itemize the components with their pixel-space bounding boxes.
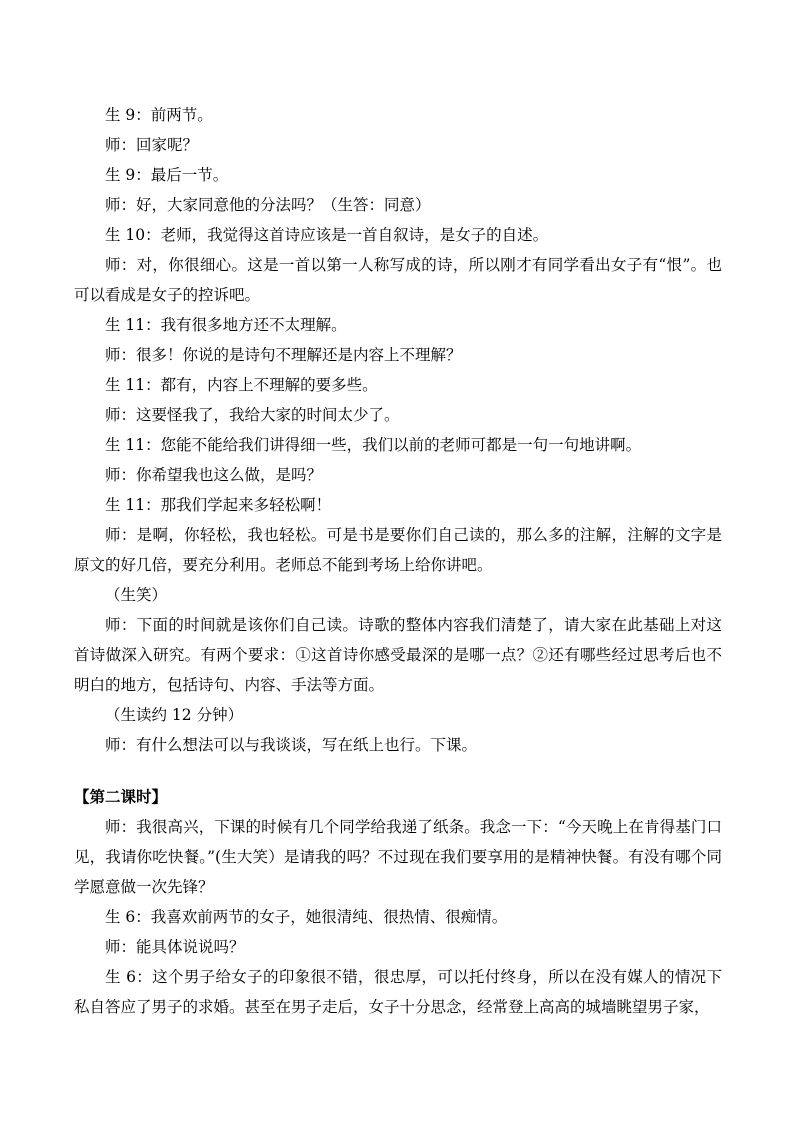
document-page [74,100,722,1022]
paragraph: 师：是啊，你轻松，我也轻松。可是书是要你们自己读的，那么多的注解，注解的文字是原文的好几倍，要充分利用。老师总不能到考场上给你讲吧。 [74,526,722,574]
paragraph: 生 6：我喜欢前两节的女子，她很清纯、很热情、很痴情。 [105,908,508,926]
paragraph: 师：这要怪我了，我给大家的时间太少了。 [105,406,400,424]
paragraph: 生 11：那我们学起来多轻松啊！ [105,496,332,514]
paragraph: 师：回家呢？ [105,136,199,154]
paragraph: 生 11：都有，内容上不理解的要多些。 [105,376,378,394]
section-spacer [74,760,722,782]
paragraph: 师：很多！你说的是诗句不理解还是内容上不理解？ [105,346,462,364]
paragraph: （生笑） [105,586,168,604]
paragraph: 师：我很高兴，下课的时候有几个同学给我递了纸条。我念一下：“今天晚上在肯得基门口见，我请你吃快餐。”(生大笑）是请我的吗？不过现在我们要享用的是精神快餐。有没有哪个同学愿意做一次先锋？ [74,818,722,896]
paragraph: （生读约 12 分钟） [105,706,244,724]
paragraph: 生 11：我有很多地方还不太理解。 [105,316,347,334]
section-heading: 【第二课时】 [74,787,168,806]
paragraph: 师：下面的时间就是该你们自己读。诗歌的整体内容我们清楚了，请大家在此基础上对这首诗做深入研究。有两个要求：①这首诗你感受最深的是哪一点？②还有哪些经过思考后也不明白的地方，包括诗句、内容、手法等方面。 [74,616,722,694]
paragraph: 师：你希望我也这么做，是吗？ [105,466,323,484]
paragraph: 师：好，大家同意他的分法吗？（生答：同意） [105,196,431,214]
dialogue-part-1 [74,100,722,760]
paragraph: 生 6：这个男子给女子的印象很不错，很忠厚，可以托付终身，所以在没有媒人的情况下私自答应了男子的求婚。甚至在男子走后，女子十分思念，经常登上高高的城墙眺望男子家， [74,968,722,1016]
paragraph: 生 9：最后一节。 [105,166,229,184]
paragraph: 师：对，你很细心。这是一首以第一人称写成的诗，所以刚才有同学看出女子有“恨”。也可以看成是女子的控诉吧。 [74,256,722,304]
dialogue-part-2 [74,812,722,1022]
paragraph: 生 9：前两节。 [105,106,213,124]
paragraph: 师：有什么想法可以与我谈谈，写在纸上也行。下课。 [105,736,478,754]
paragraph: 师：能具体说说吗？ [105,938,245,956]
paragraph: 生 11：您能不能给我们讲得细一些，我们以前的老师可都是一句一句地讲啊。 [105,436,642,454]
paragraph: 生 10：老师，我觉得这首诗应该是一首自叙诗，是女子的自述。 [105,226,549,244]
